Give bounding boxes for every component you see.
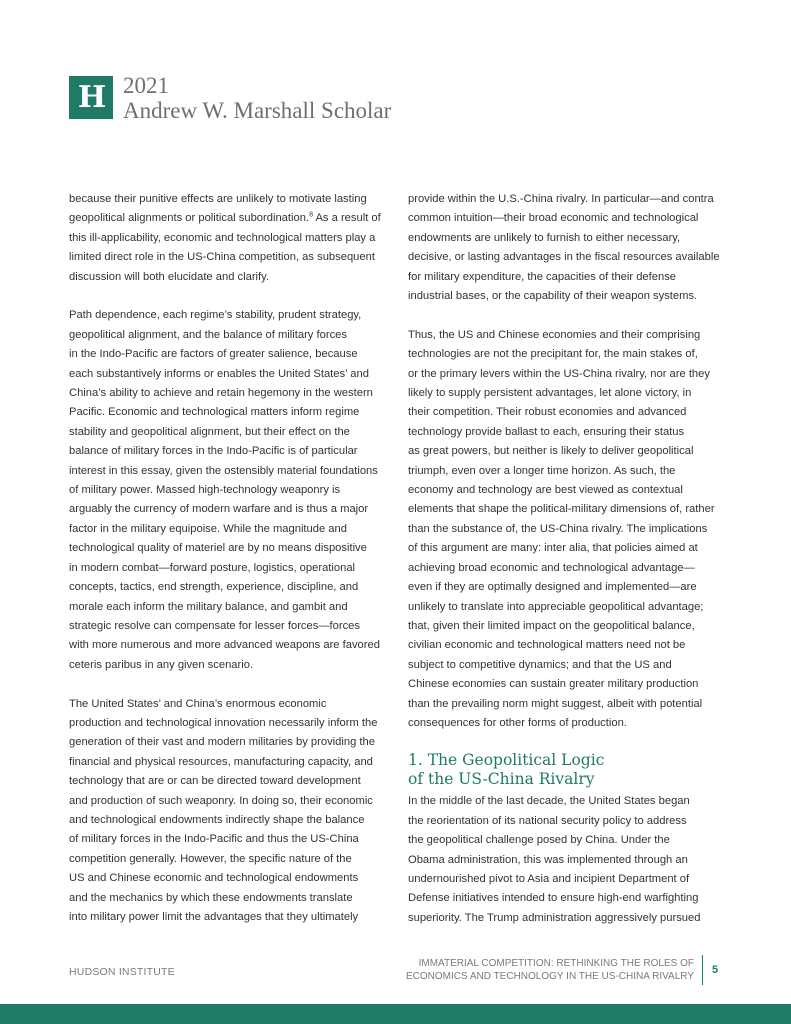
- bottom-brand-bar: [0, 1004, 791, 1024]
- right-column: [408, 190, 726, 928]
- paragraph: [69, 190, 387, 287]
- text-line: of this argument are many: inter alia, that policies aimed at: [408, 542, 698, 555]
- text-line: limited direct role in the US-China competition, as subsequent: [69, 251, 375, 264]
- text-line: triumph, even over a longer time horizon. As such, the: [408, 464, 676, 477]
- left-column: [69, 190, 387, 927]
- text-line: of military power. Massed high-technology weaponry is: [69, 484, 341, 497]
- footer-report-title: [294, 957, 694, 983]
- text-line: the geopolitical challenge posed by China. Under the: [408, 834, 670, 847]
- text-line: [69, 209, 387, 228]
- text-line: ceteris paribus in any given scenario.: [69, 658, 254, 671]
- text-line: factor in the military equipoise. While the magnitude and: [69, 522, 347, 535]
- text-line: Obama administration, this was implemented through an: [408, 853, 688, 866]
- text-line: Defense initiatives intended to ensure high-end warfighting: [408, 892, 699, 905]
- hudson-logo: [69, 76, 113, 119]
- text-line: than the substance of, the US-China rivalry. The implications: [408, 522, 708, 535]
- text-line: technology provide ballast to each, ensuring their status: [408, 425, 685, 438]
- paragraph: [408, 326, 726, 734]
- text-line: arguably the currency of modern warfare and is thus a major: [69, 503, 369, 516]
- text-line: stability and geopolitical alignment, but their effect on the: [69, 425, 350, 438]
- footer-divider: [702, 955, 703, 985]
- text-line: Thus, the US and Chinese economies and their comprising: [408, 328, 701, 341]
- text-line: technological quality of materiel are by no means dispositive: [69, 542, 367, 555]
- text-line: interest in this essay, given the ostensibly material foundations: [69, 464, 378, 477]
- text-line: competition generally. However, the specific nature of the: [69, 852, 352, 865]
- text-line: unlikely to translate into appreciable geopolitical advantage;: [408, 600, 704, 613]
- section-heading: [408, 751, 726, 789]
- text-line: in modern combat—forward posture, logistics, operational: [69, 561, 356, 574]
- text-line: undernourished pivot to Asia and incipient Department of: [408, 872, 690, 885]
- footer-title-line: IMMATERIAL COMPETITION: RETHINKING THE ROLES OF: [418, 958, 694, 969]
- text-line: The United States’ and China’s enormous economic: [69, 697, 327, 710]
- text-line: decisive, or lasting advantages in the fiscal resources available: [408, 251, 720, 264]
- page-number: 5: [712, 964, 719, 976]
- text-line: discussion will both elucidate and clarify.: [69, 270, 270, 283]
- text-line: Chinese economies can sustain greater military production: [408, 678, 699, 691]
- text-line: as great powers, but neither is likely to deliver geopolitical: [408, 445, 694, 458]
- text-line: their competition. Their robust economies and advanced: [408, 406, 687, 419]
- text-line: even if they are optimally designed and implemented—are: [408, 581, 697, 594]
- text-line: morale each inform the military balance, and gambit and: [69, 600, 348, 613]
- text-line: US and Chinese economic and technological endowments: [69, 872, 359, 885]
- text-line: that, given their limited impact on the geopolitical balance,: [408, 619, 695, 632]
- text-line: the reorientation of its national security policy to address: [408, 814, 687, 827]
- text-line: In the middle of the last decade, the United States began: [408, 795, 690, 808]
- text-line: production and technological innovation necessarily inform the: [69, 716, 378, 729]
- text-line: balance of military forces in the Indo-Pacific is of particular: [69, 445, 358, 458]
- text-line: endowments are unlikely to furnish to either necessary,: [408, 231, 681, 244]
- text-line: Path dependence, each regime’s stability, prudent strategy,: [69, 309, 362, 322]
- text-segment: geopolitical alignments or political subordination.: [69, 212, 310, 225]
- text-line: with more numerous and more advanced weapons are favored: [69, 639, 380, 652]
- footnote-ref[interactable]: 8: [309, 211, 313, 219]
- text-line: superiority. The Trump administration aggressively pursued: [408, 911, 701, 924]
- text-line: than the prevailing norm might suggest, albeit with potential: [408, 697, 703, 710]
- text-line: for military expenditure, the capacities of their defense: [408, 270, 677, 283]
- text-line: technology that are or can be directed toward development: [69, 775, 361, 788]
- text-line: economy and technology are best viewed as contextual: [408, 484, 683, 497]
- text-line: consequences for other forms of production.: [408, 716, 627, 729]
- text-line: common intuition—their broad economic and technological: [408, 212, 699, 225]
- text-line: likely to supply persistent advantages, let alone victory, in: [408, 387, 692, 400]
- text-line: provide within the U.S.-China rivalry. In particular—and contra: [408, 193, 714, 205]
- text-line: generation of their vast and modern militaries by providing the: [69, 736, 375, 749]
- text-line: subject to competitive dynamics; and that the US and: [408, 658, 672, 671]
- paragraph: [69, 695, 387, 928]
- text-segment: As a result of: [312, 212, 381, 225]
- paragraph: [408, 792, 726, 928]
- text-line: into military power limit the advantages that they ultimately: [69, 911, 359, 923]
- logo-letter: H: [77, 80, 105, 115]
- footer-org-name: HUDSON INSTITUTE: [69, 966, 175, 978]
- header-scholar-title: Andrew W. Marshall Scholar: [123, 98, 392, 123]
- text-line: this ill-applicability, economic and technological matters play a: [69, 231, 376, 244]
- section-heading-line: of the US-China Rivalry: [408, 770, 595, 789]
- section-heading-line: 1. The Geopolitical Logic: [408, 751, 605, 770]
- text-line: strategic resolve can compensate for lesser forces—forces: [69, 619, 360, 632]
- text-line: China’s ability to achieve and retain hegemony in the western: [69, 387, 373, 400]
- text-line: and the mechanics by which these endowments translate: [69, 891, 353, 904]
- text-line: and technological endowments indirectly shape the balance: [69, 813, 365, 826]
- text-line: technologies are not the precipitant for, the main stakes of,: [408, 348, 698, 361]
- paragraph: [408, 190, 726, 306]
- text-line: geopolitical alignment, and the balance of military forces: [69, 328, 347, 341]
- text-line: civilian economic and technological matters need not be: [408, 639, 686, 652]
- text-line: elements that shape the political-military dimensions of, rather: [408, 503, 715, 516]
- text-line: or the primary levers within the US-China rivalry, nor are they: [408, 367, 710, 380]
- text-line: and production of such weaponry. In doing so, their economic: [69, 794, 373, 807]
- text-line: each substantively informs or enables the United States’ and: [69, 367, 369, 380]
- text-line: in the Indo-Pacific are factors of greater salience, because: [69, 348, 358, 361]
- text-line: Pacific. Economic and technological matters inform regime: [69, 406, 360, 419]
- text-line: industrial bases, or the capability of their weapon systems.: [408, 290, 698, 303]
- paragraph: [69, 306, 387, 675]
- text-line: of military forces in the Indo-Pacific and thus the US-China: [69, 833, 359, 846]
- text-line: because their punitive effects are unlikely to motivate lasting: [69, 193, 367, 205]
- header-year: 2021: [123, 73, 169, 98]
- footer-title-line: ECONOMICS AND TECHNOLOGY IN THE US-CHINA RIVALRY: [405, 971, 694, 982]
- text-line: financial and physical resources, manufacturing capacity, and: [69, 755, 373, 768]
- text-line: achieving broad economic and technological advantage—: [408, 561, 695, 574]
- text-line: concepts, tactics, end strength, experience, discipline, and: [69, 581, 359, 594]
